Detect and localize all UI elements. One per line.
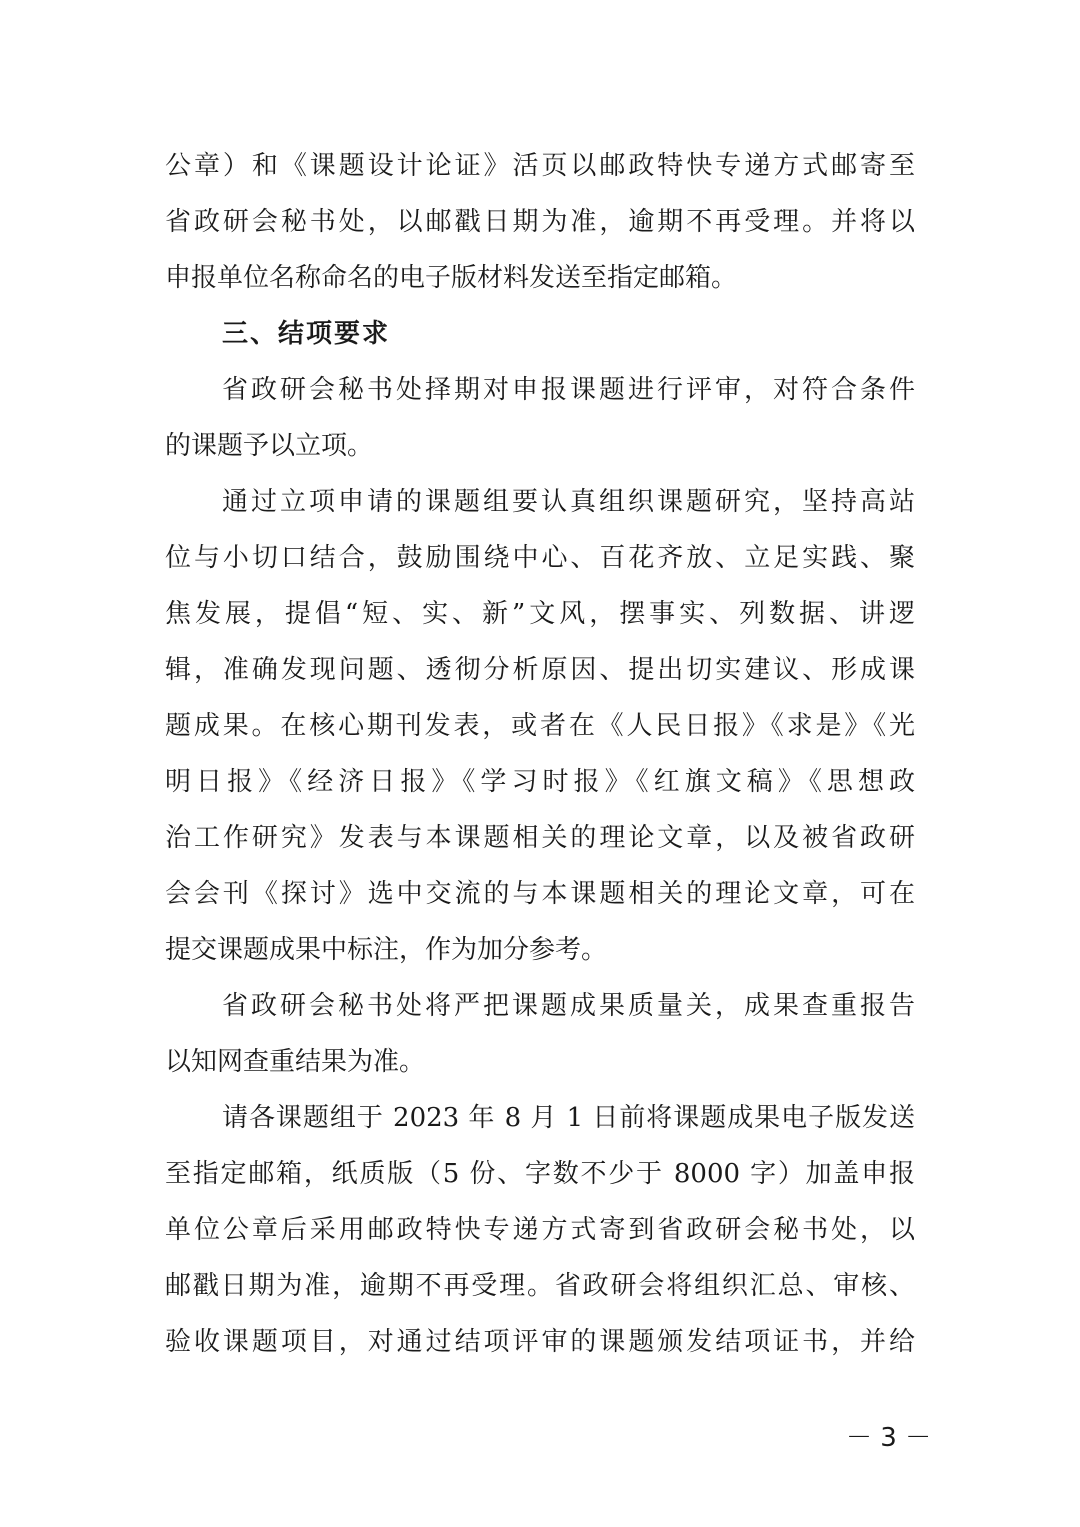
section-heading: 三、结项要求 [222, 319, 391, 349]
paragraph-2-line-9: 提交课题成果中标注，作为加分参考。 [165, 935, 608, 965]
paragraph-4-line-3: 单位公章后采用邮政特快专递方式寄到省政研会秘书处，以 [165, 1215, 915, 1245]
paragraph-2-line-7: 治工作研究》发表与本课题相关的理论文章，以及被省政研 [165, 823, 915, 853]
paragraph-4-line-1: 请各课题组于 2023 年 8 月 1 日前将课题成果电子版发送 [222, 1103, 915, 1133]
paragraph-2-line-6: 明日报》《经济日报》《学习时报》《红旗文稿》《思想政 [165, 767, 915, 797]
paragraph-3-line-1: 省政研会秘书处将严把课题成果质量关，成果查重报告 [222, 991, 915, 1021]
paragraph-2-line-8: 会会刊《探讨》选中交流的与本课题相关的理论文章，可在 [165, 879, 915, 909]
paragraph-4-line-4: 邮戳日期为准，逾期不再受理。省政研会将组织汇总、审核、 [165, 1271, 915, 1301]
paragraph-1-line-1: 省政研会秘书处择期对申报课题进行评审，对符合条件 [222, 375, 915, 405]
intro-line-3: 申报单位名称命名的电子版材料发送至指定邮箱。 [165, 263, 738, 293]
intro-line-2: 省政研会秘书处，以邮戳日期为准，逾期不再受理。并将以 [165, 207, 915, 237]
paragraph-1-line-2: 的课题予以立项。 [165, 431, 374, 461]
intro-line-1: 公章）和《课题设计论证》活页以邮政特快专递方式邮寄至 [165, 151, 915, 181]
paragraph-4-line-2: 至指定邮箱，纸质版（5 份、字数不少于 8000 字）加盖申报 [165, 1159, 915, 1189]
paragraph-2-line-4: 辑，准确发现问题、透彻分析原因、提出切实建议、形成课 [165, 655, 915, 685]
paragraph-3-line-2: 以知网查重结果为准。 [165, 1047, 426, 1077]
paragraph-2-line-5: 题成果。在核心期刊发表，或者在《人民日报》《求是》《光 [165, 711, 915, 741]
page-number: － 3 － [846, 1423, 932, 1453]
paragraph-4-line-5: 验收课题项目，对通过结项评审的课题颁发结项证书，并给 [165, 1327, 915, 1357]
paragraph-2-line-2: 位与小切口结合，鼓励围绕中心、百花齐放、立足实践、聚 [165, 543, 915, 573]
paragraph-2-line-3: 焦发展，提倡“短、实、新”文风，摆事实、列数据、讲逻 [165, 599, 915, 629]
paragraph-2-line-1: 通过立项申请的课题组要认真组织课题研究，坚持高站 [222, 487, 915, 517]
